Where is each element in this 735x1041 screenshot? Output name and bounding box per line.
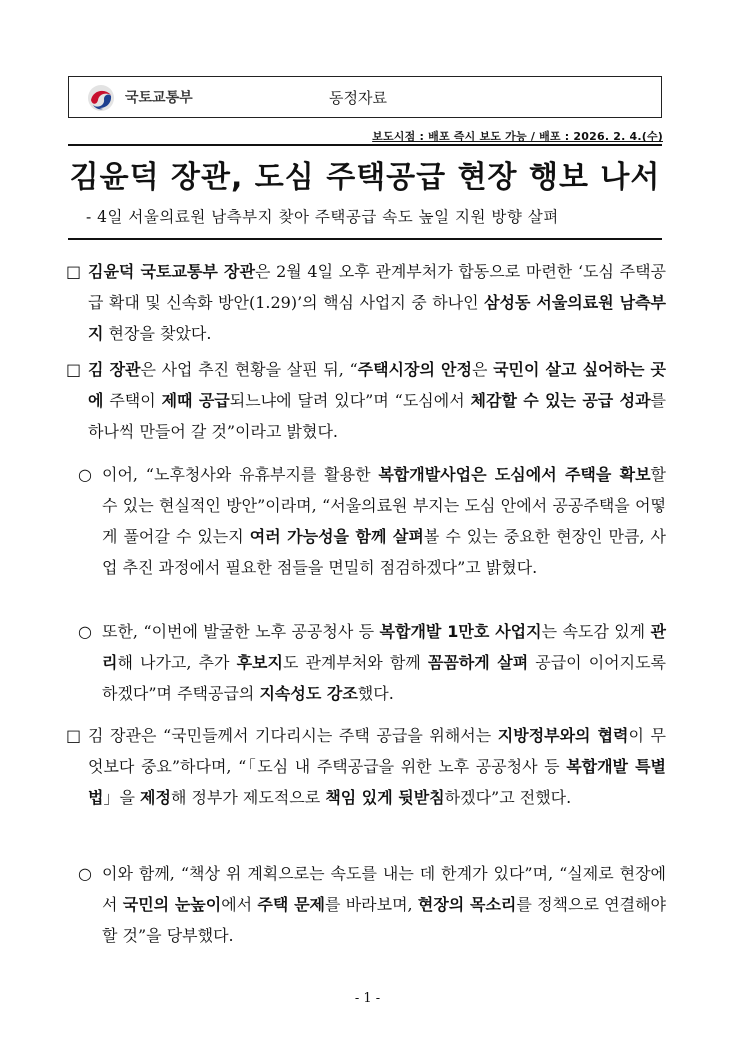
body-text: 이어, “노후청사와 유휴부지를 활용한	[102, 465, 379, 484]
ministry-name: 국토교통부	[125, 90, 193, 106]
emphasis-text: 체감할 수 있는 공급 성과	[470, 391, 651, 410]
paragraph-body	[102, 858, 666, 951]
body-text: 주택이	[103, 391, 162, 410]
body-text: 은 2월 4일 오후 관계부처가 합동으로 마련한 ‘도심 주택공급 확대 및 신속화 방안(1.29)’의 핵심 사업지 중 하나인	[88, 262, 667, 312]
emphasis-text: 지방정부와의 협력	[497, 726, 629, 745]
body-text: 되느냐에 달려 있다”며 “도심에서	[229, 391, 471, 410]
paragraph-marker: ○	[78, 864, 92, 883]
body-text: 이와 함께, “책상 위 계획으로는 속도를 내는 데 한계가 있다”며, “실제로 현장에서	[102, 864, 666, 914]
emphasis-text: 제정	[140, 788, 171, 807]
header-box	[68, 76, 662, 118]
emphasis-text: 복합개발 특별법	[88, 757, 666, 807]
ministry-logo-icon	[87, 84, 115, 112]
paragraph-body	[102, 616, 666, 709]
body-text: 는 속도감 있게	[541, 622, 651, 641]
page-number: - 1 -	[354, 991, 381, 1006]
release-info: 보도시점 : 배포 즉시 보도 가능 / 배포 : 2026. 2. 4.(수)	[372, 130, 663, 143]
emphasis-text: 주택 문제	[257, 895, 325, 914]
emphasis-text: 책임 있게 뒷받침	[325, 788, 445, 807]
body-text: 했다.	[357, 684, 394, 703]
document-type: 동정자료	[329, 89, 387, 107]
page-subtitle: - 4일 서울의료원 남측부지 찾아 주택공급 속도 높일 지원 방향 살펴	[86, 208, 559, 226]
paragraph-marker: □	[66, 726, 82, 745]
body-text: 볼 수 있는 중요한 현장인 만큼, 사업 추진 과정에서 필요한 점들을 면밀히 점검하겠다”고 밝혔다.	[102, 527, 666, 577]
emphasis-text: 지속성도 강조	[259, 684, 358, 703]
body-text: 해 나가고, 추가	[117, 653, 237, 672]
emphasis-text: 여러 가능성을 함께 살펴	[249, 527, 424, 546]
body-text: 」을	[103, 788, 141, 807]
emphasis-text: 국민의 눈높이	[122, 895, 222, 914]
paragraph-marker: □	[66, 262, 82, 281]
emphasis-text: 현장의 목소리	[417, 895, 517, 914]
body-text: 를 바라보며,	[324, 895, 418, 914]
body-text: 를 하나씩 만들어 갈 것”이라고 밝혔다.	[88, 391, 666, 441]
emphasis-text: 제때 공급	[161, 391, 230, 410]
emphasis-text: 복합개발사업은 도심에서 주택을 확보	[378, 465, 651, 484]
emphasis-text: 김윤덕 국토교통부 장관	[88, 262, 255, 281]
body-text: 또한, “이번에 발굴한 노후 공공청사 등	[102, 622, 380, 641]
emphasis-text: 관리	[102, 622, 666, 672]
emphasis-text: 삼성동 서울의료원 남측부지	[88, 293, 666, 343]
title-top-rule	[68, 144, 662, 146]
title-bottom-rule	[68, 238, 662, 240]
body-text: 할 수 있는 현실적인 방안”이라며, “서울의료원 부지는 도심 안에서 공공주택을 어떻게 풀어갈 수 있는지	[102, 465, 666, 546]
body-text: 현장을 찾았다.	[103, 324, 212, 343]
paragraph-body	[88, 354, 666, 447]
body-text: 이 무엇보다 중요”하다며, “「도심 내 주택공급을 위한 노후 공공청사 등	[88, 726, 666, 776]
body-text: 은	[471, 360, 494, 379]
emphasis-text: 김 장관	[88, 360, 141, 379]
body-text: 에서	[221, 895, 258, 914]
emphasis-text: 국민이 살고 싶어하는 곳에	[88, 360, 666, 410]
body-text: 해 정부가 제도적으로	[170, 788, 326, 807]
paragraph-body	[88, 256, 666, 349]
page-title: 김윤덕 장관, 도심 주택공급 현장 행보 나서	[69, 160, 661, 195]
emphasis-text: 꼼꼼하게 살펴	[427, 653, 529, 672]
paragraph-marker: ○	[78, 622, 92, 641]
paragraph-marker: ○	[78, 465, 92, 484]
body-text: 를 정책으로 연결해야 할 것”을 당부했다.	[102, 895, 667, 945]
emphasis-text: 후보지	[236, 653, 283, 672]
body-text: 도 관계부처와 함께	[282, 653, 428, 672]
emphasis-text: 주택시장의 안정	[357, 360, 472, 379]
body-text: 김 장관은 “국민들께서 기다리시는 주택 공급을 위해서는	[88, 726, 498, 745]
paragraph-marker: □	[66, 360, 82, 379]
body-text: 공급이 이어지도록 하겠다”며 주택공급의	[102, 653, 666, 703]
body-text: 하겠다”고 전했다.	[444, 788, 572, 807]
paragraph-body	[88, 720, 666, 813]
emphasis-text: 복합개발 1만호 사업지	[379, 622, 542, 641]
body-text: 은 사업 추진 현황을 살핀 뒤, “	[140, 360, 358, 379]
paragraph-body	[102, 459, 666, 583]
